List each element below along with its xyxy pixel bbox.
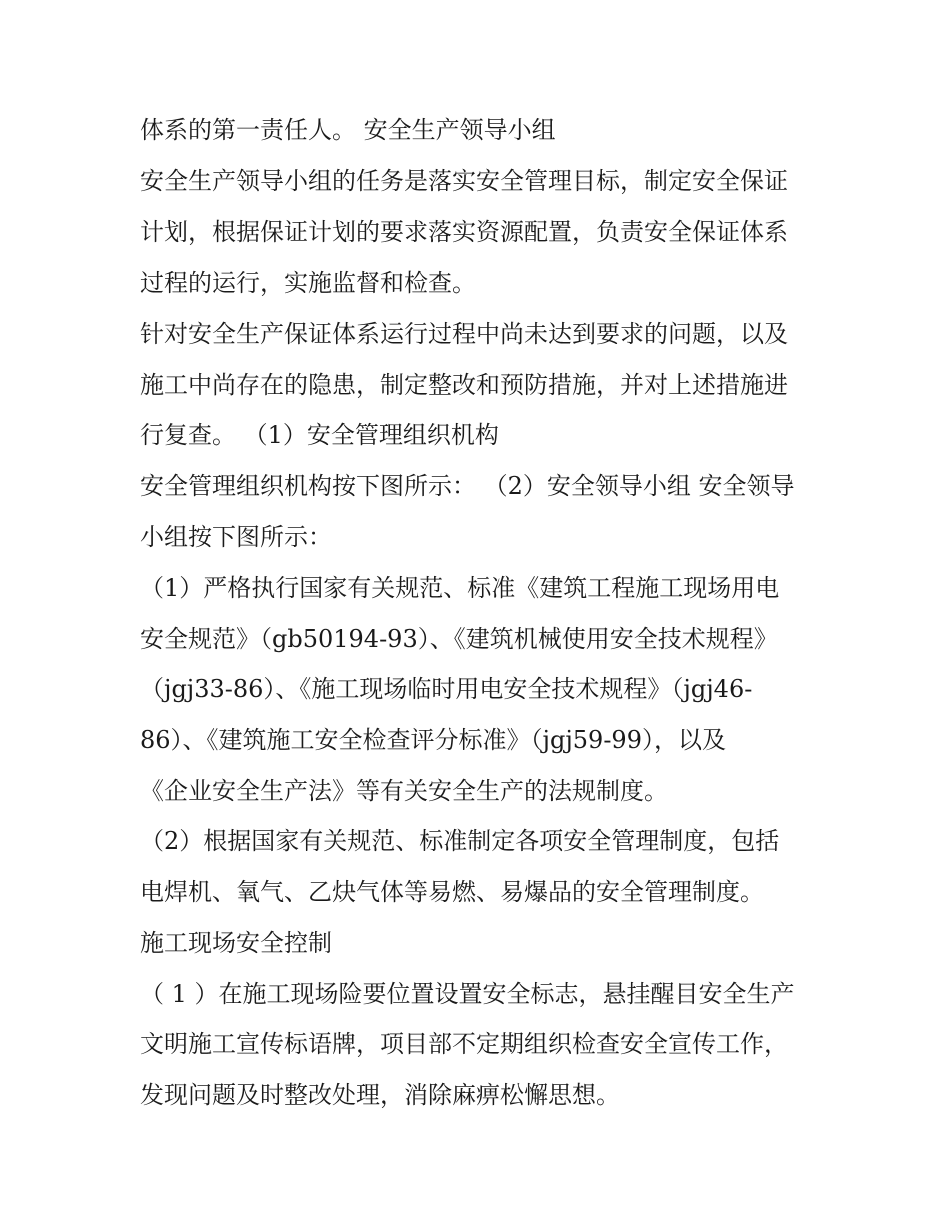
text-line-16: 电焊机、氧气、乙炔气体等易燃、易爆品的安全管理制度。 [140,878,764,906]
text-line-7: 行复查。 （1）安全管理组织机构 [140,421,499,449]
text-line-19: 文明施工宣传标语牌，项目部不定期组织检查安全宣传工作， [140,1030,788,1058]
text-line-1: 体系的第一责任人。 安全生产领导小组 [140,116,556,144]
text-line-2: 安全生产领导小组的任务是落实安全管理目标，制定安全保证 [140,167,788,195]
text-line-4: 过程的运行，实施监督和检查。 [140,269,476,297]
text-line-11: 安全规范》（gb50194-93）、《建筑机械使用安全技术规程》 [140,625,778,653]
text-line-10: （1）严格执行国家有关规范、标准《建筑工程施工现场用电 [140,574,780,602]
text-line-12: （jgj33-86）、《施工现场临时用电安全技术规程》（jgj46- [140,675,753,703]
text-line-20: 发现问题及时整改处理，消除麻痹松懈思想。 [140,1081,620,1109]
text-line-14: 《企业安全生产法》等有关安全生产的法规制度。 [140,777,668,805]
text-line-5: 针对安全生产保证体系运行过程中尚未达到要求的问题，以及 [140,320,788,348]
text-line-8: 安全管理组织机构按下图所示： （2）安全领导小组 安全领导 [140,472,795,500]
text-line-6: 施工中尚存在的隐患，制定整改和预防措施，并对上述措施进 [140,371,788,399]
text-line-18: （ 1 ）在施工现场险要位置设置安全标志，悬挂醒目安全生产 [140,980,795,1008]
text-line-15: （2）根据国家有关规范、标准制定各项安全管理制度，包括 [140,827,780,855]
text-line-13: 86）、《建筑施工安全检查评分标准》（jgj59-99），以及 [140,726,726,754]
text-line-17: 施工现场安全控制 [140,929,332,957]
text-line-3: 计划，根据保证计划的要求落实资源配置，负责安全保证体系 [140,218,788,246]
text-line-9: 小组按下图所示： [140,523,332,551]
